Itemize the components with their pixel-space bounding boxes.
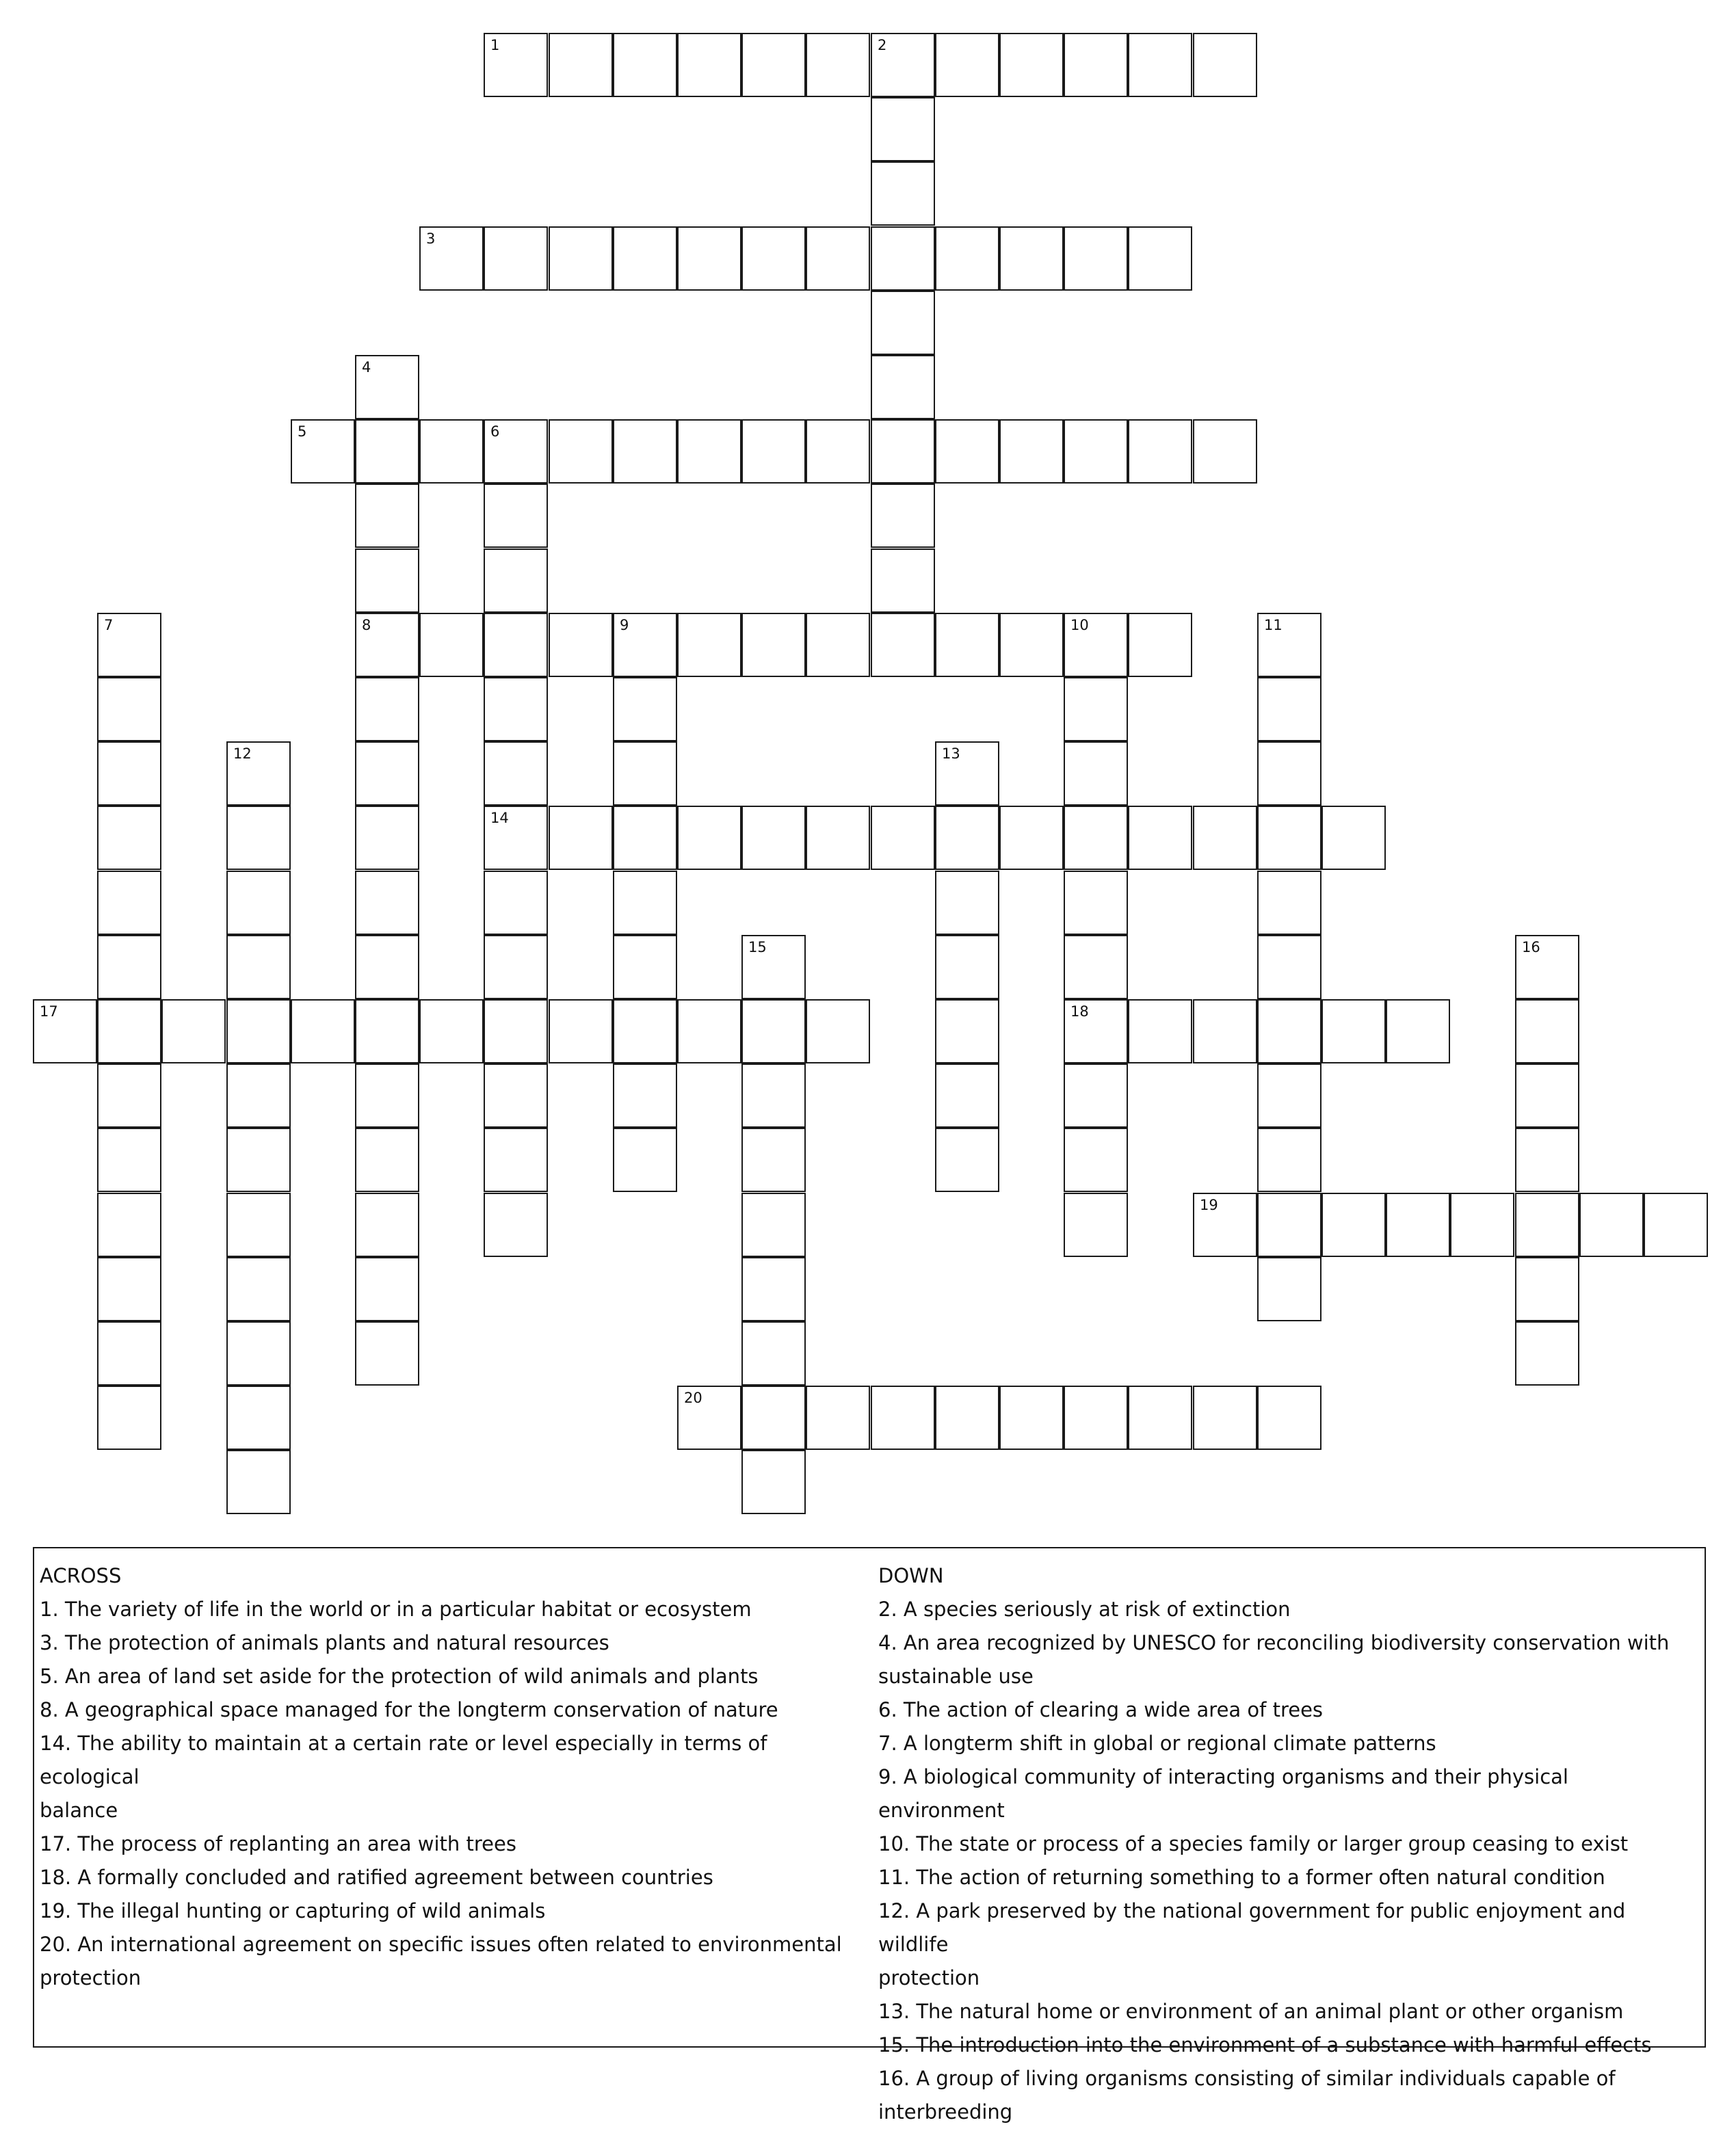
- grid-cell[interactable]: [613, 677, 677, 741]
- down-clue: 10. The state or process of a species family or larger group ceasing to exist: [878, 1832, 1629, 1855]
- grid-cell[interactable]: [484, 999, 548, 1063]
- grid-cell[interactable]: [1257, 806, 1321, 870]
- across-heading: ACROSS: [40, 1564, 122, 1587]
- clue-number: 19: [1200, 1197, 1218, 1213]
- clue-number: 4: [362, 359, 371, 375]
- grid-cell[interactable]: [677, 806, 741, 870]
- grid-cell[interactable]: [484, 741, 548, 806]
- grid-cell[interactable]: [871, 548, 935, 613]
- across-clue: 17. The process of replanting an area with trees: [40, 1832, 516, 1855]
- grid-cell[interactable]: [677, 999, 741, 1063]
- grid-cell[interactable]: [419, 226, 484, 291]
- grid-cell[interactable]: [1128, 806, 1192, 870]
- grid-cell[interactable]: [613, 226, 677, 291]
- grid-cell[interactable]: [677, 33, 741, 97]
- grid-cell[interactable]: [999, 419, 1064, 484]
- grid-cell[interactable]: [741, 806, 806, 870]
- down-clue: 11. The action of returning something to a former often natural condition: [878, 1866, 1605, 1889]
- grid-cell[interactable]: [871, 613, 935, 677]
- grid-cell[interactable]: [419, 999, 484, 1063]
- grid-cell[interactable]: [1128, 419, 1192, 484]
- grid-cell[interactable]: [1064, 419, 1128, 484]
- grid-cell[interactable]: [484, 806, 548, 870]
- grid-cell[interactable]: [484, 1063, 548, 1128]
- grid-cell[interactable]: [291, 999, 355, 1063]
- grid-cell[interactable]: [484, 484, 548, 548]
- grid-cell[interactable]: [613, 419, 677, 484]
- grid-cell[interactable]: [935, 935, 999, 999]
- grid-cell[interactable]: [484, 613, 548, 677]
- grid-cell[interactable]: [1515, 935, 1579, 999]
- grid-cell[interactable]: [1193, 33, 1257, 97]
- grid-cell[interactable]: [97, 1386, 161, 1450]
- grid-cell[interactable]: [1064, 999, 1128, 1063]
- grid-cell[interactable]: [549, 33, 613, 97]
- grid-cell[interactable]: [226, 741, 291, 806]
- grid-cell[interactable]: [1064, 1386, 1128, 1450]
- grid-cell[interactable]: [871, 33, 935, 97]
- down-clue: 7. A longterm shift in global or regional climate patterns: [878, 1732, 1436, 1755]
- grid-cell[interactable]: [806, 613, 870, 677]
- grid-cell[interactable]: [935, 741, 999, 806]
- grid-cell[interactable]: [871, 291, 935, 355]
- clue-number: 9: [620, 617, 629, 633]
- grid-cell[interactable]: [355, 484, 419, 548]
- across-clue: balance: [40, 1799, 118, 1822]
- grid-cell[interactable]: [871, 1386, 935, 1450]
- down-clue: 15. The introduction into the environment of a substance with harmful effects: [878, 2033, 1652, 2057]
- across-clue: 5. An area of land set aside for the protection of wild animals and plants: [40, 1665, 759, 1688]
- grid-cell[interactable]: [935, 999, 999, 1063]
- grid-cell[interactable]: [291, 419, 355, 484]
- grid-cell[interactable]: [226, 806, 291, 870]
- grid-cell[interactable]: [741, 1450, 806, 1514]
- clue-number: 8: [362, 617, 371, 633]
- grid-cell[interactable]: [1321, 1193, 1386, 1257]
- grid-cell[interactable]: [355, 548, 419, 613]
- clue-number: 14: [490, 810, 509, 826]
- grid-cell[interactable]: [549, 999, 613, 1063]
- grid-cell[interactable]: [613, 1063, 677, 1128]
- grid-cell[interactable]: [355, 999, 419, 1063]
- grid-cell[interactable]: [871, 161, 935, 226]
- clue-number: 3: [426, 230, 436, 247]
- across-clue: 14. The ability to maintain at a certain rate or level especially in terms of ecological: [40, 1732, 767, 1788]
- across-clues: [40, 1559, 860, 1995]
- grid-cell[interactable]: [1064, 1193, 1128, 1257]
- grid-cell[interactable]: [871, 226, 935, 291]
- grid-cell[interactable]: [935, 613, 999, 677]
- clue-number: 20: [684, 1390, 702, 1406]
- grid-cell[interactable]: [355, 1128, 419, 1192]
- grid-cell[interactable]: [97, 677, 161, 741]
- grid-cell[interactable]: [484, 548, 548, 613]
- grid-cell[interactable]: [1064, 806, 1128, 870]
- across-clue: 18. A formally concluded and ratified agreement between countries: [40, 1866, 713, 1889]
- down-clue: 9. A biological community of interacting organisms and their physical environment: [878, 1765, 1568, 1822]
- grid-cell[interactable]: [871, 419, 935, 484]
- clues-box: [33, 1547, 1706, 2124]
- grid-cell[interactable]: [741, 999, 806, 1063]
- grid-cell[interactable]: [999, 613, 1064, 677]
- grid-cell[interactable]: [935, 1063, 999, 1128]
- clue-number: 6: [490, 423, 500, 440]
- grid-cell[interactable]: [1321, 806, 1386, 870]
- grid-cell[interactable]: [419, 419, 484, 484]
- down-clue: 2. A species seriously at risk of extinction: [878, 1598, 1291, 1621]
- down-clue: sustainable use: [878, 1665, 1034, 1688]
- grid-cell[interactable]: [355, 935, 419, 999]
- grid-cell[interactable]: [613, 33, 677, 97]
- grid-cell[interactable]: [226, 999, 291, 1063]
- clue-number: 11: [1264, 617, 1283, 633]
- grid-cell[interactable]: [1386, 999, 1450, 1063]
- grid-cell[interactable]: [97, 871, 161, 935]
- grid-cell[interactable]: [935, 1386, 999, 1450]
- across-clue: 19. The illegal hunting or capturing of wild animals: [40, 1899, 546, 1922]
- grid-cell[interactable]: [1579, 1193, 1644, 1257]
- grid-cell[interactable]: [549, 613, 613, 677]
- clue-number: 5: [298, 423, 307, 440]
- grid-cell[interactable]: [806, 419, 870, 484]
- grid-cell[interactable]: [1515, 1128, 1579, 1192]
- grid-cell[interactable]: [871, 484, 935, 548]
- grid-cell[interactable]: [1515, 1321, 1579, 1386]
- grid-cell[interactable]: [613, 871, 677, 935]
- grid-cell[interactable]: [741, 1193, 806, 1257]
- grid-cell[interactable]: [677, 1386, 741, 1450]
- grid-cell[interactable]: [741, 1128, 806, 1192]
- grid-cell[interactable]: [1193, 419, 1257, 484]
- grid-cell[interactable]: [484, 1193, 548, 1257]
- across-clue: 20. An international agreement on specific issues often related to environmental: [40, 1933, 842, 1956]
- grid-cell[interactable]: [1064, 1128, 1128, 1192]
- grid-cell[interactable]: [806, 1386, 870, 1450]
- grid-cell[interactable]: [677, 226, 741, 291]
- grid-cell[interactable]: [613, 741, 677, 806]
- grid-cell[interactable]: [1064, 33, 1128, 97]
- grid-cell[interactable]: [226, 1128, 291, 1192]
- grid-cell[interactable]: [935, 419, 999, 484]
- grid-cell[interactable]: [999, 806, 1064, 870]
- grid-cell[interactable]: [871, 355, 935, 419]
- grid-cell[interactable]: [677, 613, 741, 677]
- grid-cell[interactable]: [999, 226, 1064, 291]
- grid-cell[interactable]: [484, 871, 548, 935]
- grid-cell[interactable]: [806, 226, 870, 291]
- grid-cell[interactable]: [226, 1063, 291, 1128]
- grid-cell[interactable]: [1128, 33, 1192, 97]
- grid-cell[interactable]: [355, 1257, 419, 1321]
- grid-cell[interactable]: [1257, 1386, 1321, 1450]
- clue-number: 12: [233, 745, 252, 762]
- grid-cell[interactable]: [484, 935, 548, 999]
- grid-cell[interactable]: [355, 1063, 419, 1128]
- grid-cell[interactable]: [355, 871, 419, 935]
- grid-cell[interactable]: [741, 33, 806, 97]
- grid-cell[interactable]: [613, 1128, 677, 1192]
- grid-cell[interactable]: [1515, 1257, 1579, 1321]
- grid-cell[interactable]: [97, 1257, 161, 1321]
- grid-cell[interactable]: [613, 806, 677, 870]
- clue-number: 2: [878, 37, 887, 53]
- across-clue: 1. The variety of life in the world or in a particular habitat or ecosystem: [40, 1598, 752, 1621]
- grid-cell[interactable]: [484, 226, 548, 291]
- clue-number: 17: [40, 1003, 58, 1020]
- across-clue: 8. A geographical space managed for the longterm conservation of nature: [40, 1698, 778, 1721]
- grid-cell[interactable]: [935, 871, 999, 935]
- grid-cell[interactable]: [741, 1063, 806, 1128]
- grid-cell[interactable]: [871, 806, 935, 870]
- grid-cell[interactable]: [355, 677, 419, 741]
- grid-cell[interactable]: [1128, 613, 1192, 677]
- down-clue: 12. A park preserved by the national government for public enjoyment and wildlife: [878, 1899, 1626, 1956]
- grid-cell[interactable]: [999, 33, 1064, 97]
- grid-cell[interactable]: [1064, 677, 1128, 741]
- grid-cell[interactable]: [1257, 871, 1321, 935]
- down-heading: DOWN: [878, 1564, 944, 1587]
- grid-cell[interactable]: [1064, 741, 1128, 806]
- grid-cell[interactable]: [1257, 677, 1321, 741]
- grid-cell[interactable]: [1064, 613, 1128, 677]
- clue-number: 15: [748, 939, 767, 955]
- grid-cell[interactable]: [741, 613, 806, 677]
- grid-cell[interactable]: [1515, 1063, 1579, 1128]
- across-clue: 3. The protection of animals plants and natural resources: [40, 1631, 609, 1654]
- clue-number: 16: [1522, 939, 1540, 955]
- grid-cell[interactable]: [1257, 999, 1321, 1063]
- grid-cell[interactable]: [33, 999, 97, 1063]
- grid-cell[interactable]: [97, 999, 161, 1063]
- grid-cell[interactable]: [613, 999, 677, 1063]
- grid-cell[interactable]: [1515, 1193, 1579, 1257]
- grid-cell[interactable]: [1321, 999, 1386, 1063]
- down-clue: 6. The action of clearing a wide area of trees: [878, 1698, 1324, 1721]
- grid-cell[interactable]: [677, 419, 741, 484]
- grid-cell[interactable]: [97, 806, 161, 870]
- grid-cell[interactable]: [161, 999, 226, 1063]
- clue-number: 1: [490, 37, 500, 53]
- grid-cell[interactable]: [355, 806, 419, 870]
- grid-cell[interactable]: [1064, 226, 1128, 291]
- grid-cell[interactable]: [1193, 1193, 1257, 1257]
- grid-cell[interactable]: [549, 806, 613, 870]
- grid-cell[interactable]: [1064, 935, 1128, 999]
- grid-cell[interactable]: [226, 935, 291, 999]
- grid-cell[interactable]: [741, 1257, 806, 1321]
- grid-cell[interactable]: [1193, 999, 1257, 1063]
- grid-cell[interactable]: [97, 1321, 161, 1386]
- grid-cell[interactable]: [1193, 1386, 1257, 1450]
- grid-cell[interactable]: [1257, 1193, 1321, 1257]
- grid-cell[interactable]: [355, 1321, 419, 1386]
- grid-cell[interactable]: [97, 1128, 161, 1192]
- grid-cell[interactable]: [355, 613, 419, 677]
- grid-cell[interactable]: [935, 226, 999, 291]
- grid-cell[interactable]: [1257, 613, 1321, 677]
- grid-cell[interactable]: [1064, 871, 1128, 935]
- grid-cell[interactable]: [999, 1386, 1064, 1450]
- grid-cell[interactable]: [97, 1063, 161, 1128]
- grid-cell[interactable]: [419, 613, 484, 677]
- grid-cell[interactable]: [97, 741, 161, 806]
- grid-cell[interactable]: [806, 33, 870, 97]
- grid-cell[interactable]: [935, 806, 999, 870]
- grid-cell[interactable]: [1257, 1257, 1321, 1321]
- grid-cell[interactable]: [806, 999, 870, 1063]
- grid-cell[interactable]: [1257, 741, 1321, 806]
- grid-cell[interactable]: [1128, 999, 1192, 1063]
- grid-cell[interactable]: [741, 419, 806, 484]
- clue-number: 7: [104, 617, 114, 633]
- down-clues: [878, 1559, 1699, 2129]
- down-clue: protection: [878, 1966, 980, 1989]
- grid-cell[interactable]: [741, 1321, 806, 1386]
- grid-cell[interactable]: [97, 613, 161, 677]
- down-clue: 4. An area recognized by UNESCO for reconciling biodiversity conservation with: [878, 1631, 1670, 1654]
- grid-cell[interactable]: [484, 33, 548, 97]
- grid-cell[interactable]: [484, 1128, 548, 1192]
- grid-cell[interactable]: [355, 355, 419, 419]
- grid-cell[interactable]: [1257, 1063, 1321, 1128]
- grid-cell[interactable]: [806, 806, 870, 870]
- grid-cell[interactable]: [1064, 1063, 1128, 1128]
- grid-cell[interactable]: [1128, 226, 1192, 291]
- grid-cell[interactable]: [935, 33, 999, 97]
- grid-cell[interactable]: [1128, 1386, 1192, 1450]
- clue-number: 18: [1070, 1003, 1089, 1020]
- grid-cell[interactable]: [1450, 1193, 1514, 1257]
- grid-cell[interactable]: [613, 935, 677, 999]
- grid-cell[interactable]: [226, 871, 291, 935]
- grid-cell[interactable]: [226, 1321, 291, 1386]
- grid-cell[interactable]: [355, 419, 419, 484]
- grid-cell[interactable]: [549, 419, 613, 484]
- grid-cell[interactable]: [355, 741, 419, 806]
- grid-cell[interactable]: [484, 677, 548, 741]
- grid-cell[interactable]: [226, 1257, 291, 1321]
- grid-cell[interactable]: [613, 613, 677, 677]
- grid-cell[interactable]: [741, 1386, 806, 1450]
- grid-cell[interactable]: [226, 1450, 291, 1514]
- clue-number: 10: [1070, 617, 1089, 633]
- grid-cell[interactable]: [97, 1193, 161, 1257]
- grid-cell[interactable]: [484, 419, 548, 484]
- grid-cell[interactable]: [871, 97, 935, 161]
- grid-cell[interactable]: [355, 1193, 419, 1257]
- grid-cell[interactable]: [741, 935, 806, 999]
- grid-cell[interactable]: [1644, 1193, 1708, 1257]
- grid-cell[interactable]: [741, 226, 806, 291]
- grid-cell[interactable]: [1257, 935, 1321, 999]
- grid-cell[interactable]: [1515, 999, 1579, 1063]
- grid-cell[interactable]: [226, 1386, 291, 1450]
- down-clue: 13. The natural home or environment of an animal plant or other organism: [878, 2000, 1624, 2023]
- grid-cell[interactable]: [97, 935, 161, 999]
- grid-cell[interactable]: [935, 1128, 999, 1192]
- clue-number: 13: [942, 745, 960, 762]
- across-clue: protection: [40, 1966, 142, 1989]
- grid-cell[interactable]: [1386, 1193, 1450, 1257]
- grid-cell[interactable]: [1193, 806, 1257, 870]
- grid-cell[interactable]: [226, 1193, 291, 1257]
- grid-cell[interactable]: [1257, 1128, 1321, 1192]
- grid-cell[interactable]: [549, 226, 613, 291]
- down-clue: 16. A group of living organisms consisting of similar individuals capable of interbreeding: [878, 2067, 1616, 2124]
